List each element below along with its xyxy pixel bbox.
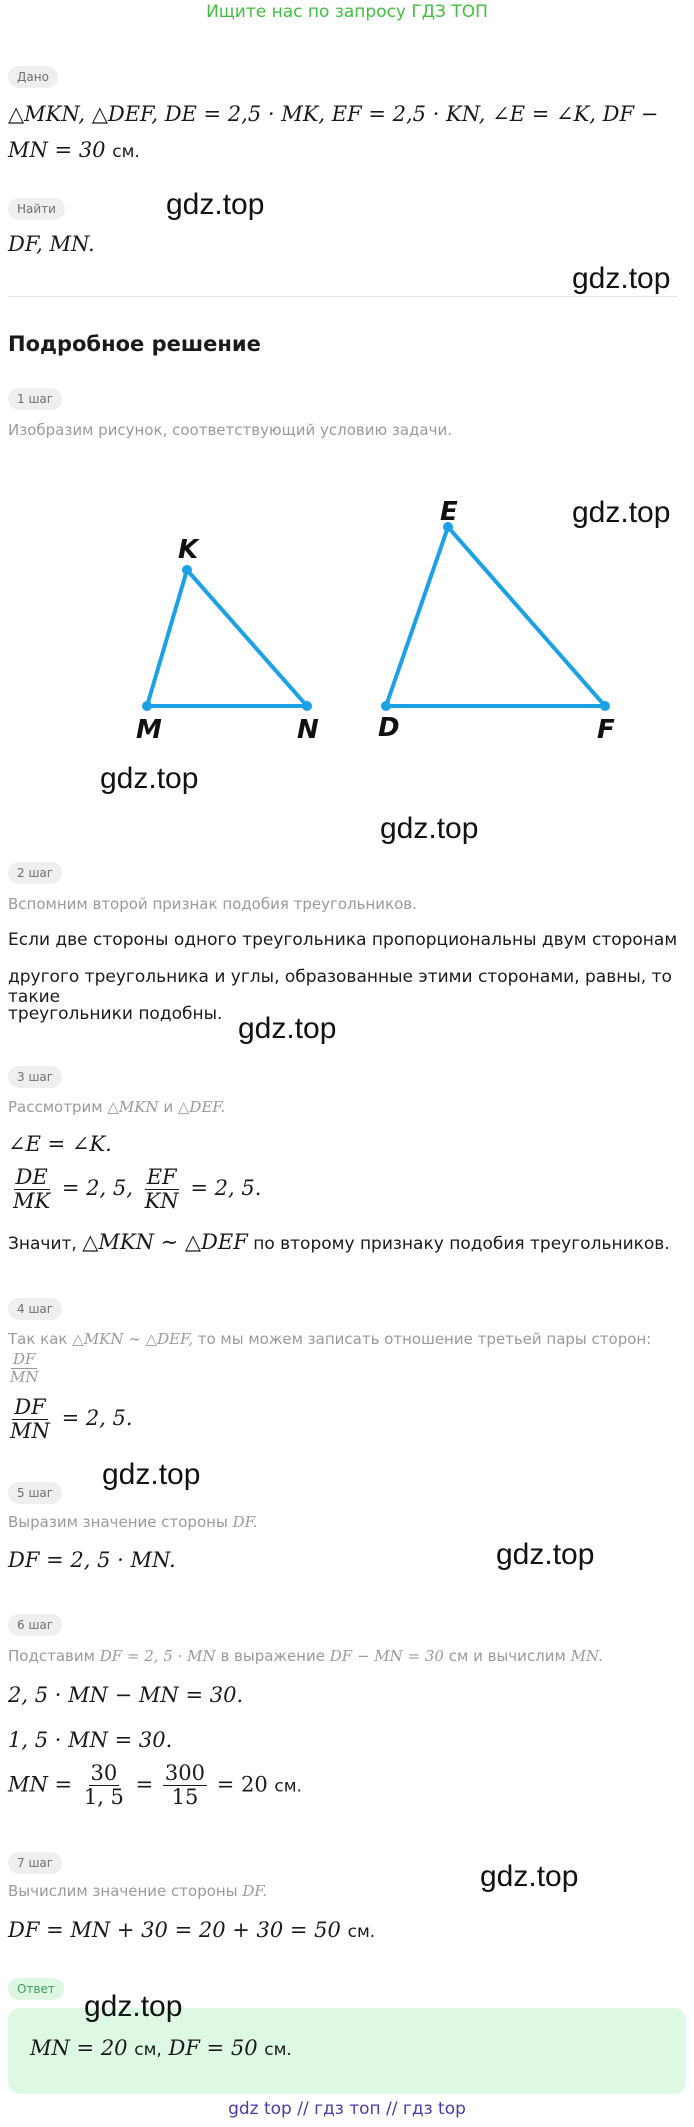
divider — [8, 296, 678, 297]
fraction-numerator: 300 — [164, 1761, 205, 1785]
step-3-hint-mid: и — [163, 1098, 174, 1116]
fraction-30-over-1-5 — [82, 1762, 126, 1809]
answer-label: Ответ — [8, 1978, 64, 2000]
equation-unit: см. — [274, 1776, 302, 1797]
step-1-label: 1 шаг — [8, 388, 62, 410]
label-f: F — [597, 715, 615, 745]
watermark: gdz.top — [166, 188, 265, 221]
given-equation: MN = 30 — [8, 138, 106, 162]
watermark: gdz.top — [480, 1860, 579, 1893]
step-2-label: 2 шаг — [8, 862, 62, 884]
fraction-denominator: MK — [13, 1189, 51, 1214]
answer-df-unit: см. — [264, 2040, 292, 2060]
fraction-numerator: DF — [14, 1395, 46, 1419]
step-3-hint-pre: Рассмотрим — [8, 1098, 103, 1116]
find-label: Найти — [8, 198, 65, 220]
footer-links[interactable]: gdz top // гдз топ // гдз top — [228, 2099, 466, 2119]
given-label: Дано — [8, 66, 58, 88]
step-7-hint-pre: Вычислим значение стороны — [8, 1882, 238, 1900]
step-4-hint-post: то мы можем записать отношение третьей пары сторон: — [197, 1330, 652, 1348]
answer-df: DF = 50 — [168, 2036, 258, 2060]
triangle-def — [378, 497, 615, 745]
watermark: gdz.top — [102, 1458, 201, 1491]
conclusion-post: по второму признаку подобия треугольников. — [253, 1234, 670, 1254]
fraction-denominator: MN — [10, 1367, 39, 1386]
fraction-numerator: DF — [13, 1350, 36, 1368]
answer-mn: MN = 20 — [30, 2036, 128, 2060]
fraction-df-mn-small — [8, 1351, 40, 1385]
step-3-angle-equation: ∠E = ∠K. — [8, 1132, 112, 1156]
step-2-hint: Вспомним второй признак подобия треугольников. — [8, 895, 417, 913]
search-banner[interactable]: Ищите нас по запросу ГДЗ ТОП — [206, 2, 488, 22]
watermark: gdz.top — [572, 262, 671, 295]
step-3-hint — [8, 1098, 225, 1116]
watermark: gdz.top — [380, 812, 479, 845]
fraction-ef-kn — [143, 1166, 181, 1213]
section-title: Подробное решение — [8, 332, 261, 356]
fraction-numerator: EF — [146, 1165, 177, 1189]
step-6-hint-math-2: DF − MN = 30 — [329, 1647, 444, 1665]
triangle-def-outline — [386, 527, 605, 706]
step-6-label: 6 шаг — [8, 1614, 62, 1636]
label-n: N — [297, 715, 319, 745]
fraction-denominator: MN — [10, 1419, 50, 1444]
step-5-equation: DF = 2, 5 · MN. — [8, 1548, 176, 1572]
step-3-hint-math-2: △DEF. — [177, 1098, 226, 1116]
given-unit: см. — [112, 142, 140, 162]
equation-rhs: = 20 — [216, 1772, 268, 1797]
step-4-hint — [8, 1330, 651, 1348]
vertex-d — [381, 701, 391, 711]
triangle-mkn-outline — [147, 570, 307, 706]
step-4-hint-pre: Так как — [8, 1330, 68, 1348]
equation-math: DF = MN + 30 = 20 + 30 = 50 — [8, 1918, 341, 1942]
label-e: E — [440, 497, 458, 527]
vertex-k — [182, 565, 192, 575]
watermark: gdz.top — [84, 1990, 183, 2023]
label-m: M — [136, 715, 162, 745]
equation-unit: см. — [347, 1922, 376, 1942]
watermark: gdz.top — [100, 762, 199, 795]
step-5-hint-math: DF. — [232, 1513, 258, 1531]
fraction-value: = 2, 5, — [61, 1176, 133, 1201]
given-line-2 — [8, 138, 140, 162]
step-3-hint-math-1: △MKN — [107, 1098, 159, 1116]
find-text: DF, MN. — [8, 232, 95, 256]
step-4-ratio — [8, 1396, 133, 1443]
step-5-label: 5 шаг — [8, 1482, 62, 1504]
step-6-equation-2: 1, 5 · MN = 30. — [8, 1728, 173, 1752]
step-5-hint — [8, 1513, 257, 1531]
step-6-hint-math-3: MN. — [570, 1647, 603, 1665]
conclusion-pre: Значит, — [8, 1234, 77, 1254]
watermark: gdz.top — [572, 496, 671, 529]
equals-sign: = — [135, 1772, 154, 1797]
step-4-hint-math: △MKN ∼ △DEF, — [72, 1330, 193, 1348]
step-6-equation-1: 2, 5 · MN − MN = 30. — [8, 1683, 244, 1707]
given-line-1: △MKN, △DEF, DE = 2,5 · MK, EF = 2,5 · KN, ∠E = ∠K, DF − — [8, 102, 659, 126]
fraction-value: = 2, 5. — [190, 1176, 262, 1201]
watermark: gdz.top — [496, 1538, 595, 1571]
fraction-df-mn — [8, 1396, 52, 1443]
label-k: K — [178, 535, 199, 565]
fraction-de-mk — [11, 1166, 52, 1213]
step-6-equation-3 — [8, 1762, 302, 1809]
step-1-hint: Изобразим рисунок, соответствующий условию задачи. — [8, 421, 452, 439]
vertex-n — [302, 701, 312, 711]
step-3-conclusion — [8, 1230, 670, 1254]
vertex-f — [600, 701, 610, 711]
step-2-line-2: другого треугольника и углы, образованные этими сторонами, равны, то такие — [8, 967, 672, 1007]
step-7-label: 7 шаг — [8, 1852, 62, 1874]
step-6-hint-mid: в выражение — [220, 1647, 325, 1665]
fraction-denominator: KN — [144, 1189, 179, 1214]
step-3-ratios — [8, 1166, 261, 1213]
step-2-line-3: треугольники подобны. — [8, 1004, 223, 1024]
watermark: gdz.top — [238, 1012, 337, 1045]
step-2-line-1: Если две стороны одного треугольника пропорциональны двум сторонам — [8, 930, 678, 950]
fraction-value: = 2, 5. — [61, 1406, 133, 1431]
answer-mn-unit: см, — [134, 2040, 162, 2060]
triangle-mkn — [136, 535, 319, 745]
step-6-hint-mid-2: см и вычислим — [448, 1647, 566, 1665]
equation-lhs: MN = — [8, 1772, 73, 1797]
step-3-label: 3 шаг — [8, 1066, 62, 1088]
fraction-denominator: 1, 5 — [83, 1785, 124, 1810]
step-7-hint-math: DF. — [242, 1882, 268, 1900]
step-6-hint-math-1: DF = 2, 5 · MN — [99, 1647, 216, 1665]
vertex-m — [142, 701, 152, 711]
step-7-equation — [8, 1918, 375, 1942]
fraction-numerator: DE — [15, 1165, 48, 1189]
answer-text — [30, 2036, 292, 2060]
step-4-label: 4 шаг — [8, 1298, 62, 1320]
fraction-denominator: 15 — [171, 1785, 199, 1810]
step-7-hint — [8, 1882, 267, 1900]
fraction-300-over-15 — [163, 1762, 207, 1809]
conclusion-math: △MKN ∼ △DEF — [82, 1230, 248, 1254]
step-5-hint-pre: Выразим значение стороны — [8, 1513, 228, 1531]
step-6-hint — [8, 1647, 603, 1665]
step-4-small-fraction — [8, 1351, 40, 1385]
fraction-numerator: 30 — [90, 1761, 118, 1785]
step-6-hint-pre: Подставим — [8, 1647, 95, 1665]
label-d: D — [378, 713, 400, 743]
